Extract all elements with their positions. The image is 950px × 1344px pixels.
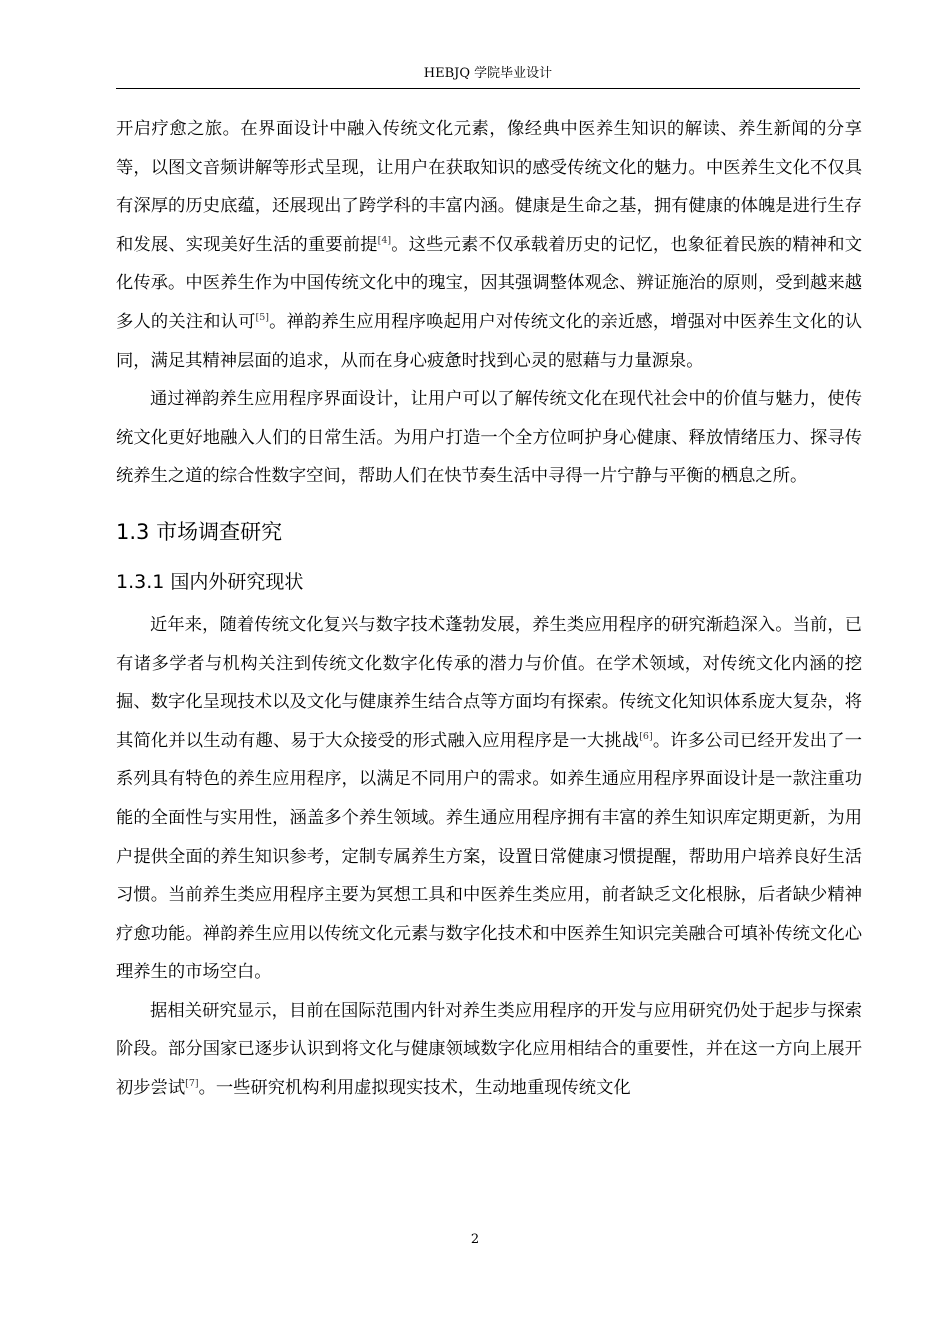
running-header: HEBJQ 学院毕业设计: [423, 66, 553, 81]
citation-5: [5]: [255, 311, 269, 323]
paragraph-3-text-1: 近年来，随着传统文化复兴与数字技术蓬勃发展，养生类应用程序的研究渐趋深入。当前，已有诸多学者与机构关注到传统文化数字化传承的潜力与价值。在学术领域，对传统文化内涵的挖掘、数字化呈现技术以及文化与健康养生结合点等方面均有探索。传统文化知识体系庞大复杂，将其简化并以生动有趣、易于大众接受的形式融入应用程序是一大挑战: [116, 614, 862, 751]
paragraph-2: 通过禅韵养生应用程序界面设计，让用户可以了解传统文化在现代社会中的价值与魅力，使传统文化更好地融入人们的日常生活。为用户打造一个全方位呵护身心健康、释放情绪压力、探寻传统养生之道的综合性数字空间，帮助人们在快节奏生活中寻得一片宁静与平衡的栖息之所。: [116, 389, 862, 487]
paragraph-3-text-2: 。许多公司已经开发出了一系列具有特色的养生应用程序，以满足不同用户的需求。如养生通应用程序界面设计是一款注重功能的全面性与实用性，涵盖多个养生领域。养生通应用程序拥有丰富的养生知识库定期更新，为用户提供全面的养生知识参考，定制专属养生方案，设置日常健康习惯提醒，帮助用户培养良好生活习惯。当前养生类应用程序主要为冥想工具和中医养生类应用，前者缺乏文化根脉，后者缺少精神疗愈功能。禅韵养生应用以传统文化元素与数字化技术和中医养生知识完美融合可填补传统文化心理养生的市场空白。: [116, 730, 862, 983]
section-heading: 1.3 市场调查研究: [116, 519, 283, 544]
document-body: [116, 110, 862, 1108]
paragraph-1-text-1: 开启疗愈之旅。在界面设计中融入传统文化元素，像经典中医养生知识的解读、养生新闻的分享等，以图文音频讲解等形式呈现，让用户在获取知识的感受传统文化的魅力。中医养生文化不仅具有深厚的历史底蕴，还展现出了跨学科的丰富内涵。健康是生命之基，拥有健康的体魄是进行生存和发展、实现美好生活的重要前提: [116, 119, 862, 255]
citation-7: [7]: [185, 1078, 199, 1090]
citation-4: [4]: [377, 234, 392, 246]
paragraph-4-text-1: 据相关研究显示，目前在国际范围内针对养生类应用程序的开发与应用研究仍处于起步与探索阶段。部分国家已逐步认识到将文化与健康领域数字化应用相结合的重要性，并在这一方向上展开初步尝试: [116, 1000, 862, 1099]
citation-6: [6]: [639, 730, 653, 742]
paragraph-1-text-3: 。禅韵养生应用程序唤起用户对传统文化的亲近感，增强对中医养生文化的认同，满足其精神层面的追求，从而在身心疲惫时找到心灵的慰藉与力量源泉。: [116, 311, 862, 371]
paragraph-3: [116, 606, 862, 992]
paragraph-1-text-2: 。这些元素不仅承载着历史的记忆，也象征着民族的精神和文化传承。中医养生作为中国传统文化中的瑰宝，因其强调整体观念、辨证施治的原则，受到越来越多人的关注和认可: [116, 234, 862, 332]
page-number: 2: [470, 1232, 480, 1247]
paragraph-1: [116, 110, 862, 380]
paragraph-4: [116, 992, 862, 1108]
header-divider: [116, 88, 860, 89]
subsection-heading: 1.3.1 国内外研究现状: [116, 570, 304, 593]
paragraph-4-text-2: 。一些研究机构利用虚拟现实技术，生动地重现传统文化: [198, 1078, 631, 1099]
